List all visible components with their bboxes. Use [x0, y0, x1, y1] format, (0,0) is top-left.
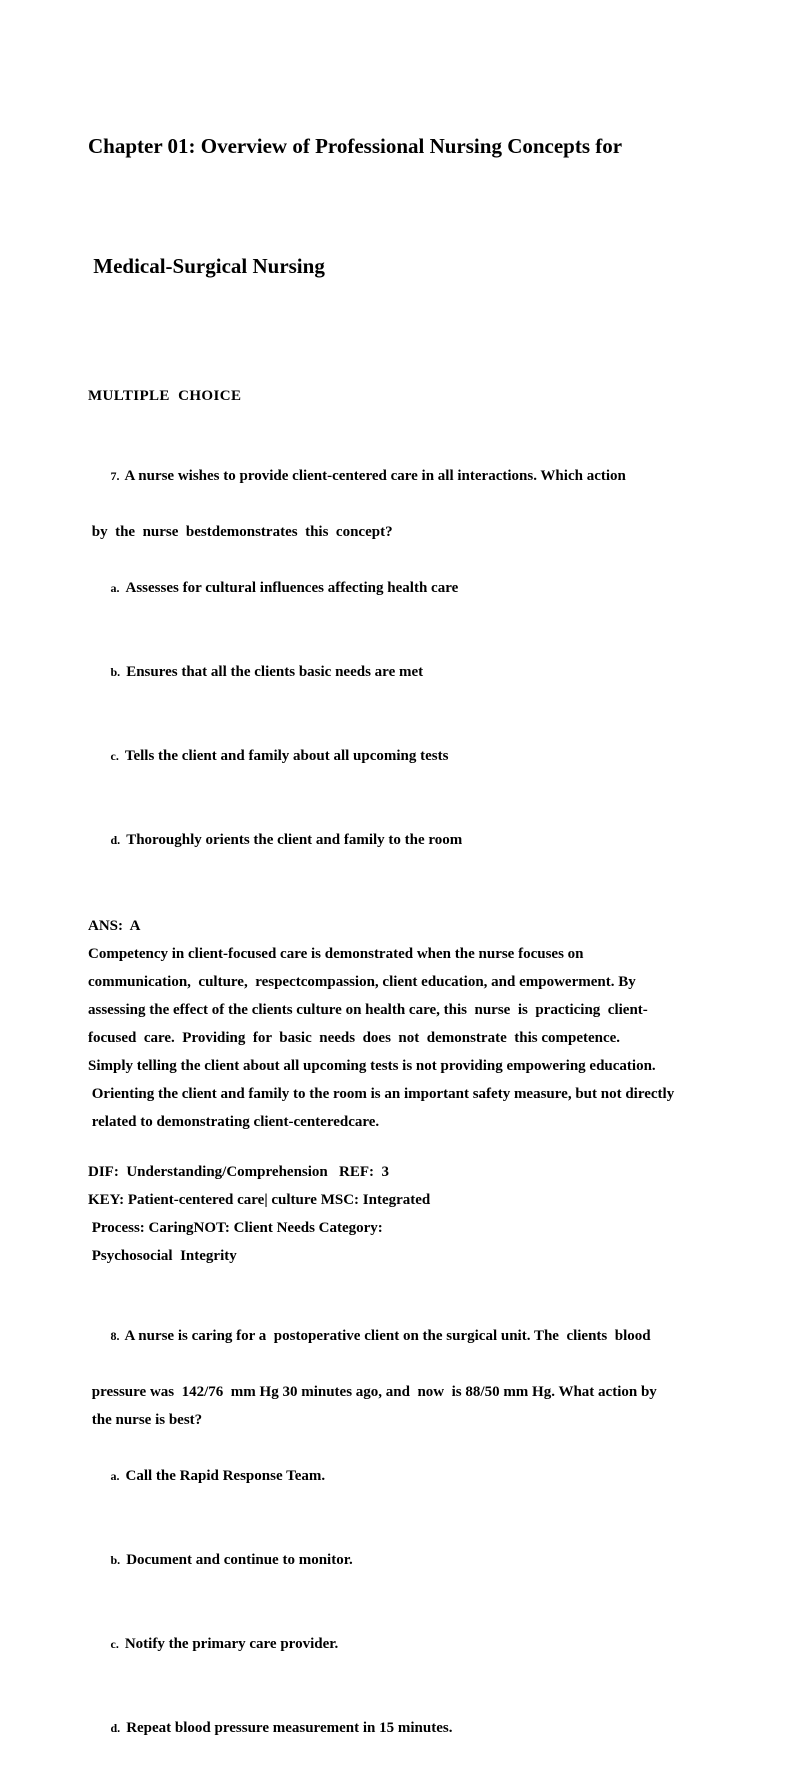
option-letter: d. [110, 1721, 121, 1735]
question-8-stem-line-2: pressure was 142/76 mm Hg 30 minutes ago, and now is 88/50 mm Hg. What action by [88, 1384, 657, 1400]
rationale-line-5: Simply telling the client about all upcoming tests is not providing empowering education. [88, 1058, 656, 1074]
option-letter: c. [110, 1637, 119, 1651]
option-text: Call the Rapid Response Team. [125, 1468, 326, 1484]
meta-line-category: Psychosocial Integrity [88, 1248, 237, 1264]
meta-line-dif-ref: DIF: Understanding/Comprehension REF: 3 [88, 1164, 390, 1180]
option-text: Thoroughly orients the client and family to the room [126, 832, 463, 848]
option-letter: a. [110, 1469, 120, 1483]
option-letter: d. [110, 833, 121, 847]
question-7-option-a [88, 546, 718, 630]
question-8-stem-line-1 [88, 1294, 718, 1378]
option-letter: c. [110, 749, 119, 763]
question-8-number: 8. [110, 1329, 120, 1343]
question-8-stem-text: A nurse is caring for a postoperative client on the surgical unit. The clients blood [124, 1328, 651, 1344]
question-7-stem-line-1 [88, 434, 718, 518]
question-7-meta-block [88, 1158, 718, 1270]
meta-line-key-msc: KEY: Patient-centered care| culture MSC: Integrated [88, 1192, 431, 1208]
meta-line-process-not: Process: CaringNOT: Client Needs Category: [88, 1220, 383, 1236]
question-7-stem-text: A nurse wishes to provide client-centered care in all interactions. Which action [124, 468, 626, 484]
section-heading: MULTIPLE CHOICE [88, 388, 242, 404]
option-text: Repeat blood pressure measurement in 15 minutes. [126, 1720, 453, 1736]
option-text: Tells the client and family about all upcoming tests [124, 748, 449, 764]
option-letter: a. [110, 581, 120, 595]
rationale-line-1: Competency in client-focused care is demonstrated when the nurse focuses on [88, 946, 584, 962]
chapter-title-line-1: Chapter 01: Overview of Professional Nursing Concepts for [88, 134, 623, 158]
option-text: Ensures that all the clients basic needs are met [126, 664, 424, 680]
option-text: Assesses for cultural influences affecting health care [125, 580, 459, 596]
question-8-option-b [88, 1518, 718, 1602]
question-7-option-b [88, 630, 718, 714]
question-7-number: 7. [110, 469, 120, 483]
rationale-line-4: focused care. Providing for basic needs does not demonstrate this competence. [88, 1030, 621, 1046]
rationale-line-2: communication, culture, respectcompassion, client education, and empowerment. By [88, 974, 636, 990]
question-7-answer-block [88, 912, 718, 1136]
rationale-line-6: Orienting the client and family to the room is an important safety measure, but not directly [88, 1086, 675, 1102]
question-7-option-d [88, 798, 718, 882]
answer-line: ANS: A [88, 918, 141, 934]
question-8-option-d [88, 1686, 718, 1770]
rationale-line-7: related to demonstrating client-centeredcare. [88, 1114, 380, 1130]
question-7-stem-line-2: by the nurse bestdemonstrates this concept? [88, 524, 393, 540]
question-8-stem-line-3: the nurse is best? [88, 1412, 203, 1428]
option-text: Document and continue to monitor. [126, 1552, 353, 1568]
question-8-option-c [88, 1602, 718, 1686]
question-7 [88, 434, 718, 1270]
option-text: Notify the primary care provider. [124, 1636, 339, 1652]
option-letter: b. [110, 1553, 121, 1567]
chapter-title-line-2: Medical-Surgical Nursing [88, 254, 325, 278]
question-8-option-a [88, 1434, 718, 1518]
question-8 [88, 1294, 718, 1770]
option-letter: b. [110, 665, 121, 679]
question-7-option-c [88, 714, 718, 798]
chapter-title [88, 46, 718, 366]
rationale-line-3: assessing the effect of the clients culture on health care, this nurse is practicing client- [88, 1002, 648, 1018]
